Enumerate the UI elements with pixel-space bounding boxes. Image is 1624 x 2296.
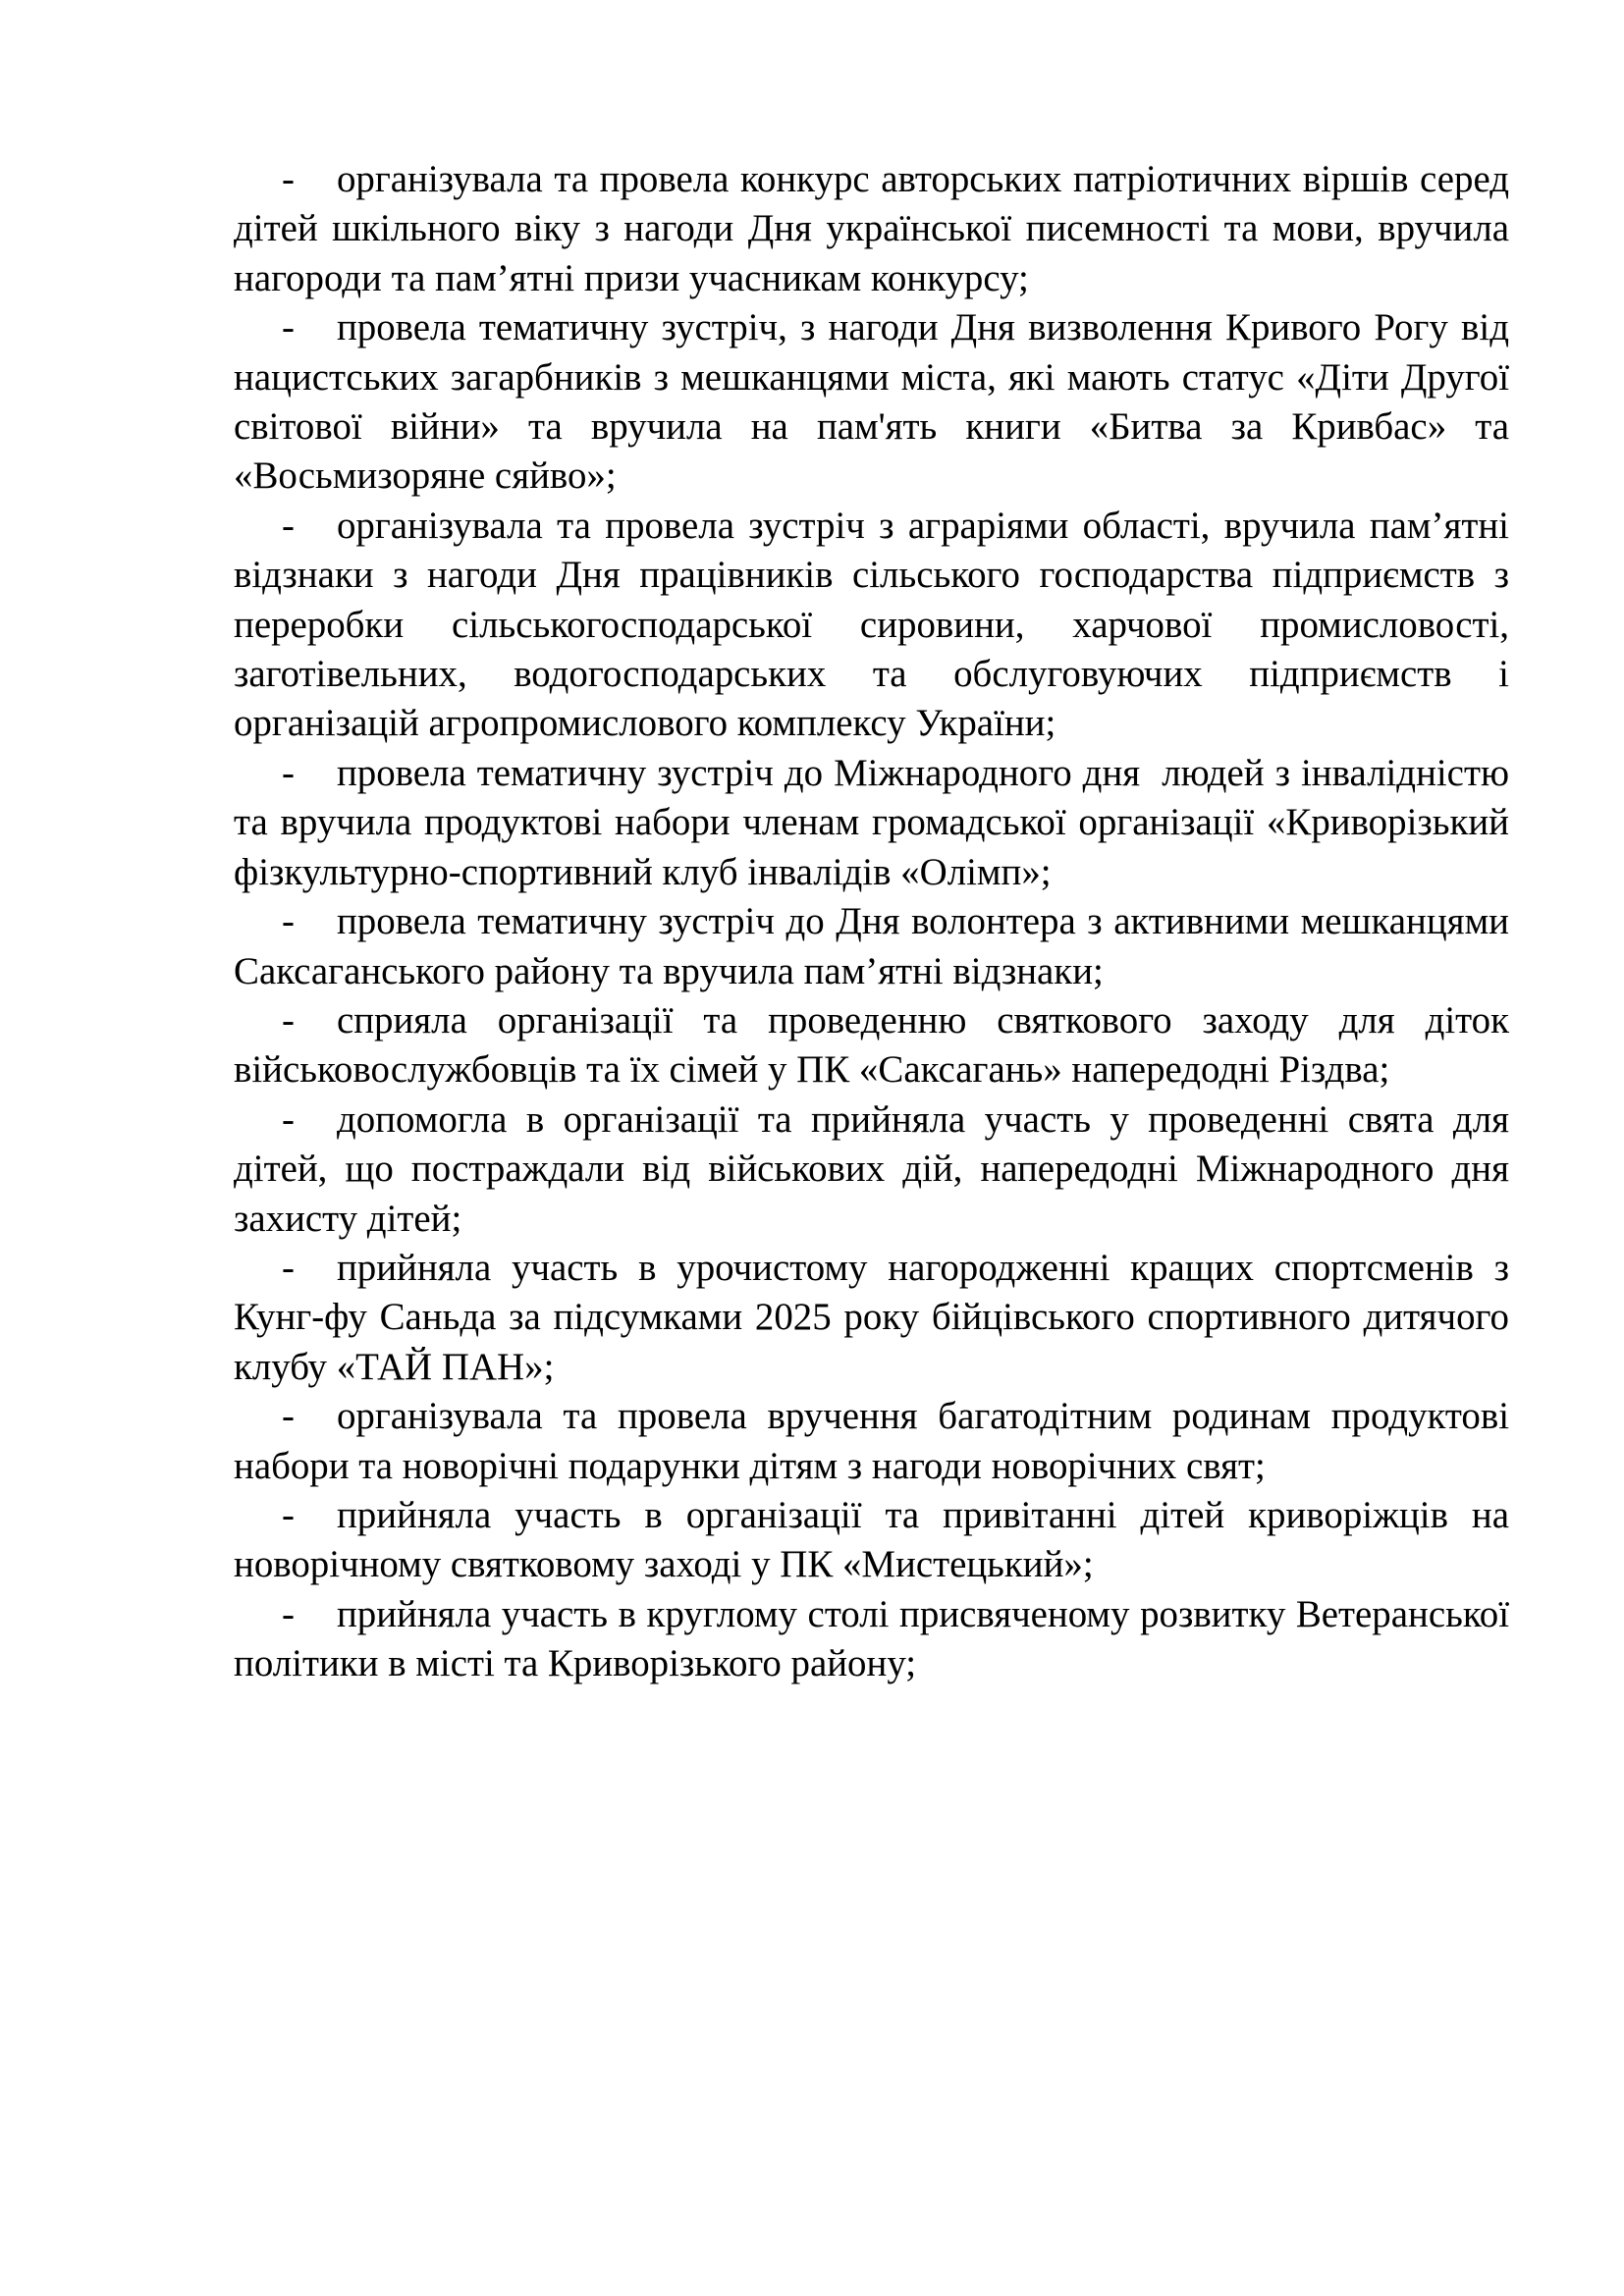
tab-gap [295, 1526, 337, 1527]
list-item [234, 502, 1509, 749]
list-item-marker: - [282, 1097, 295, 1141]
list-item-marker: - [282, 1395, 295, 1438]
list-item-text: прийняла участь в організації та привітанні дітей криворіжців на новорічному святковому заході у ПК «Мистецький»; [234, 1493, 1509, 1586]
tab-gap [295, 339, 337, 340]
list-item-marker: - [282, 1246, 295, 1289]
tab-gap [295, 1131, 337, 1132]
list-item-marker: - [282, 751, 295, 794]
list-item [234, 1491, 1509, 1590]
list-item [234, 1392, 1509, 1491]
list-item-text: провела тематичну зустріч, з нагоди Дня визволення Кривого Рогу від нацистських загарбників з мешканцями міста, які мають статус «Діти Другої світової війни» та вручила на пам'ять книги «Битва за Кривбас» та «Восьмизоряне сяйво»; [234, 306, 1509, 498]
list-item-text: допомогла в організації та прийняла участь у проведенні свята для дітей, що постраждали від військових дій, напередодні Міжнародного дня захисту дітей; [234, 1097, 1509, 1240]
tab-gap [295, 537, 337, 538]
list-item-marker: - [282, 1493, 295, 1536]
list-item [234, 1590, 1509, 1689]
list-item [234, 996, 1509, 1095]
list-item-text: провела тематичну зустріч до Дня волонтера з активними мешканцями Саксаганського району та вручила пам’ятні відзнаки; [234, 900, 1509, 992]
tab-gap [295, 1626, 337, 1627]
tab-gap [295, 190, 337, 191]
list-item [234, 1095, 1509, 1244]
list-item-text: сприяла організації та проведенню святкового заходу для діток військовослужбовців та їх сімей у ПК «Саксагань» напередодні Різдва; [234, 998, 1509, 1092]
list-item-text: прийняла участь в урочистому нагородженні кращих спортсменів з Кунг-фу Саньда за підсумками 2025 року бійцівського спортивного дитячого клубу «ТАЙ ПАН»; [234, 1246, 1509, 1388]
tab-gap [295, 1427, 337, 1428]
list-item-text: організувала та провела зустріч з аграріями області, вручила пам’ятні відзнаки з нагоди Дня працівників сільського господарства підприємств з переробки сільськогосподарської сировини, харчової промисловості, заготівельних, водогосподарських та обслуговуючих підприємств і організацій агропромислового комплексу України; [234, 504, 1509, 745]
list-item-marker: - [282, 1592, 295, 1635]
list-item [234, 155, 1509, 303]
list-item-marker: - [282, 306, 295, 349]
list-item-marker: - [282, 900, 295, 943]
document-body [234, 155, 1509, 1689]
list-item-marker: - [282, 158, 295, 200]
tab-gap [295, 1279, 337, 1280]
list-item-text: провела тематичну зустріч до Міжнародного дня людей з інвалідністю та вручила продуктові набори членам громадської організації «Криворізький фізкультурно-спортивний клуб інвалідів «Олімп»; [234, 751, 1509, 893]
list-item-text: організувала та провела конкурс авторських патріотичних віршів серед дітей шкільного віку з нагоди Дня української писемності та мови, вручила нагороди та пам’ятні призи учасникам конкурсу; [234, 158, 1509, 299]
list-item-text: прийняла участь в круглому столі присвяченому розвитку Ветеранської політики в місті та Криворізького району; [234, 1592, 1509, 1685]
list-item-marker: - [282, 504, 295, 547]
list-item-marker: - [282, 998, 295, 1041]
tab-gap [295, 784, 337, 785]
list-item [234, 303, 1509, 502]
tab-gap [295, 933, 337, 934]
list-item [234, 1244, 1509, 1392]
list-item [234, 897, 1509, 996]
list-item [234, 749, 1509, 897]
tab-gap [295, 1032, 337, 1033]
list-item-text: організувала та провела вручення багатодітним родинам продуктові набори та новорічні подарунки дітям з нагоди новорічних свят; [234, 1395, 1509, 1487]
